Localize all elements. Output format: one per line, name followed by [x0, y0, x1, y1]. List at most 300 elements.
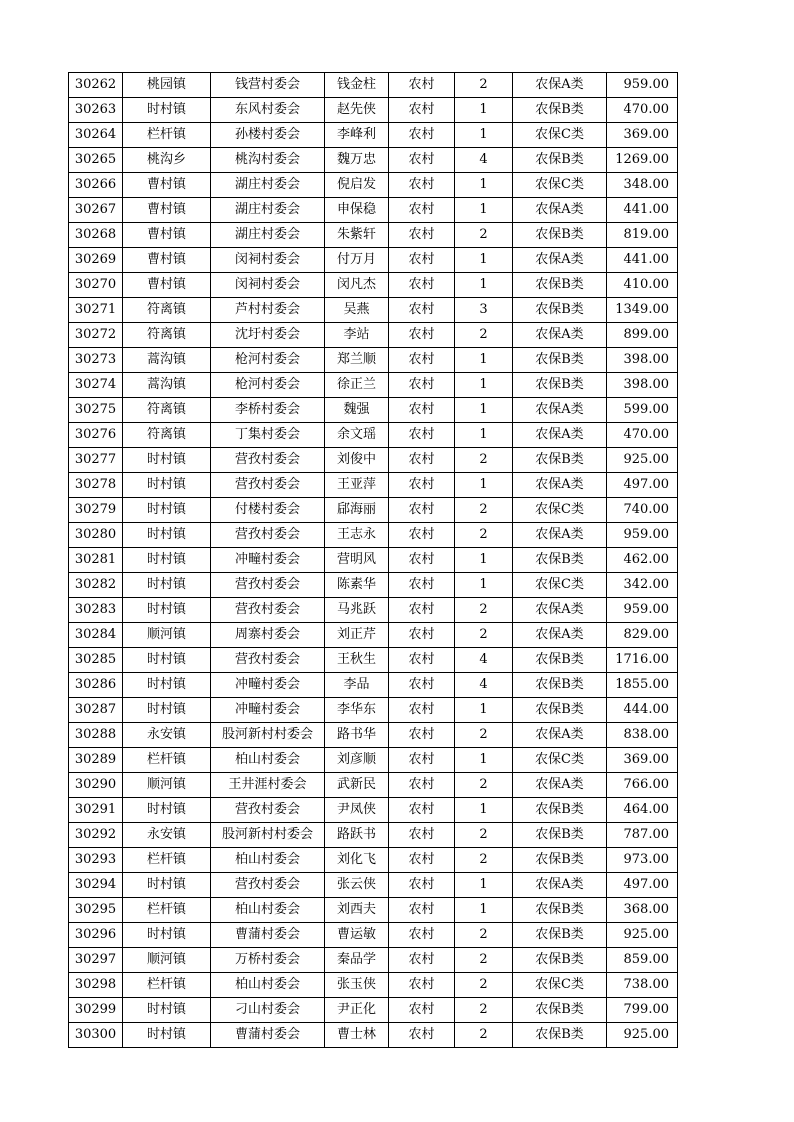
- name-cell: 李华东: [325, 698, 389, 723]
- amount-cell: 973.00: [607, 848, 678, 873]
- table-row: [69, 648, 678, 673]
- table-row: [69, 848, 678, 873]
- town-cell: 时村镇: [123, 448, 211, 473]
- name-cell: 王亚萍: [325, 473, 389, 498]
- amount-cell: 348.00: [607, 173, 678, 198]
- town-cell: 曹村镇: [123, 198, 211, 223]
- town-cell: 栏杆镇: [123, 848, 211, 873]
- count-cell: 2: [455, 823, 513, 848]
- id-cell: 30264: [69, 123, 123, 148]
- amount-cell: 959.00: [607, 598, 678, 623]
- table-row: [69, 398, 678, 423]
- category-cell: 农保B类: [513, 298, 607, 323]
- town-cell: 栏杆镇: [123, 123, 211, 148]
- amount-cell: 497.00: [607, 873, 678, 898]
- town-cell: 时村镇: [123, 698, 211, 723]
- area-cell: 农村: [389, 98, 455, 123]
- amount-cell: 1269.00: [607, 148, 678, 173]
- amount-cell: 368.00: [607, 898, 678, 923]
- name-cell: 郈海丽: [325, 498, 389, 523]
- amount-cell: 799.00: [607, 998, 678, 1023]
- name-cell: 尹凤侠: [325, 798, 389, 823]
- name-cell: 曹士林: [325, 1023, 389, 1048]
- village-cell: 东风村委会: [211, 98, 325, 123]
- table-row: [69, 98, 678, 123]
- count-cell: 3: [455, 298, 513, 323]
- name-cell: 吴燕: [325, 298, 389, 323]
- id-cell: 30276: [69, 423, 123, 448]
- id-cell: 30278: [69, 473, 123, 498]
- id-cell: 30300: [69, 1023, 123, 1048]
- count-cell: 2: [455, 498, 513, 523]
- name-cell: 路跃书: [325, 823, 389, 848]
- count-cell: 1: [455, 898, 513, 923]
- area-cell: 农村: [389, 423, 455, 448]
- category-cell: 农保B类: [513, 823, 607, 848]
- id-cell: 30270: [69, 273, 123, 298]
- amount-cell: 497.00: [607, 473, 678, 498]
- area-cell: 农村: [389, 148, 455, 173]
- village-cell: 刁山村委会: [211, 998, 325, 1023]
- table-row: [69, 548, 678, 573]
- id-cell: 30273: [69, 348, 123, 373]
- town-cell: 永安镇: [123, 723, 211, 748]
- town-cell: 蒿沟镇: [123, 348, 211, 373]
- category-cell: 农保C类: [513, 498, 607, 523]
- table-row: [69, 223, 678, 248]
- name-cell: 付万月: [325, 248, 389, 273]
- area-cell: 农村: [389, 548, 455, 573]
- count-cell: 2: [455, 773, 513, 798]
- village-cell: 湖庄村委会: [211, 173, 325, 198]
- category-cell: 农保B类: [513, 998, 607, 1023]
- area-cell: 农村: [389, 598, 455, 623]
- table-row: [69, 348, 678, 373]
- village-cell: 丁集村委会: [211, 423, 325, 448]
- id-cell: 30263: [69, 98, 123, 123]
- amount-cell: 441.00: [607, 198, 678, 223]
- area-cell: 农村: [389, 823, 455, 848]
- id-cell: 30284: [69, 623, 123, 648]
- village-cell: 营孜村委会: [211, 598, 325, 623]
- category-cell: 农保A类: [513, 423, 607, 448]
- name-cell: 刘彦顺: [325, 748, 389, 773]
- name-cell: 魏万忠: [325, 148, 389, 173]
- count-cell: 2: [455, 598, 513, 623]
- town-cell: 符离镇: [123, 398, 211, 423]
- village-cell: 芦村村委会: [211, 298, 325, 323]
- count-cell: 1: [455, 173, 513, 198]
- area-cell: 农村: [389, 248, 455, 273]
- town-cell: 符离镇: [123, 298, 211, 323]
- category-cell: 农保A类: [513, 73, 607, 98]
- id-cell: 30293: [69, 848, 123, 873]
- name-cell: 李峰利: [325, 123, 389, 148]
- category-cell: 农保B类: [513, 673, 607, 698]
- name-cell: 郑兰顺: [325, 348, 389, 373]
- table-row: [69, 798, 678, 823]
- category-cell: 农保B类: [513, 923, 607, 948]
- count-cell: 1: [455, 698, 513, 723]
- name-cell: 钱金柱: [325, 73, 389, 98]
- name-cell: 王志永: [325, 523, 389, 548]
- id-cell: 30282: [69, 573, 123, 598]
- village-cell: 闵祠村委会: [211, 273, 325, 298]
- area-cell: 农村: [389, 473, 455, 498]
- category-cell: 农保B类: [513, 223, 607, 248]
- count-cell: 4: [455, 648, 513, 673]
- category-cell: 农保B类: [513, 148, 607, 173]
- area-cell: 农村: [389, 873, 455, 898]
- id-cell: 30275: [69, 398, 123, 423]
- category-cell: 农保A类: [513, 598, 607, 623]
- id-cell: 30291: [69, 798, 123, 823]
- table-row: [69, 323, 678, 348]
- area-cell: 农村: [389, 123, 455, 148]
- area-cell: 农村: [389, 798, 455, 823]
- id-cell: 30292: [69, 823, 123, 848]
- table-row: [69, 423, 678, 448]
- category-cell: 农保A类: [513, 623, 607, 648]
- town-cell: 时村镇: [123, 923, 211, 948]
- amount-cell: 925.00: [607, 1023, 678, 1048]
- count-cell: 2: [455, 223, 513, 248]
- table-row: [69, 948, 678, 973]
- table-row: [69, 248, 678, 273]
- town-cell: 时村镇: [123, 873, 211, 898]
- id-cell: 30295: [69, 898, 123, 923]
- amount-cell: 787.00: [607, 823, 678, 848]
- name-cell: 路书华: [325, 723, 389, 748]
- table-row: [69, 923, 678, 948]
- name-cell: 刘俊中: [325, 448, 389, 473]
- name-cell: 赵先侠: [325, 98, 389, 123]
- town-cell: 时村镇: [123, 598, 211, 623]
- category-cell: 农保B类: [513, 448, 607, 473]
- table-row: [69, 473, 678, 498]
- town-cell: 顺河镇: [123, 623, 211, 648]
- village-cell: 曹蒲村委会: [211, 923, 325, 948]
- amount-cell: 819.00: [607, 223, 678, 248]
- amount-cell: 398.00: [607, 373, 678, 398]
- town-cell: 曹村镇: [123, 273, 211, 298]
- village-cell: 营孜村委会: [211, 648, 325, 673]
- town-cell: 曹村镇: [123, 248, 211, 273]
- table-row: [69, 448, 678, 473]
- table-row: [69, 698, 678, 723]
- amount-cell: 369.00: [607, 123, 678, 148]
- village-cell: 营孜村委会: [211, 573, 325, 598]
- amount-cell: 410.00: [607, 273, 678, 298]
- id-cell: 30289: [69, 748, 123, 773]
- area-cell: 农村: [389, 948, 455, 973]
- amount-cell: 599.00: [607, 398, 678, 423]
- town-cell: 栏杆镇: [123, 898, 211, 923]
- count-cell: 2: [455, 848, 513, 873]
- area-cell: 农村: [389, 998, 455, 1023]
- count-cell: 2: [455, 998, 513, 1023]
- area-cell: 农村: [389, 573, 455, 598]
- category-cell: 农保A类: [513, 248, 607, 273]
- count-cell: 1: [455, 473, 513, 498]
- count-cell: 1: [455, 748, 513, 773]
- category-cell: 农保B类: [513, 848, 607, 873]
- village-cell: 柏山村委会: [211, 748, 325, 773]
- amount-cell: 444.00: [607, 698, 678, 723]
- id-cell: 30267: [69, 198, 123, 223]
- category-cell: 农保B类: [513, 273, 607, 298]
- village-cell: 柏山村委会: [211, 973, 325, 998]
- name-cell: 刘正芹: [325, 623, 389, 648]
- table-row: [69, 273, 678, 298]
- category-cell: 农保B类: [513, 348, 607, 373]
- count-cell: 1: [455, 423, 513, 448]
- category-cell: 农保B类: [513, 698, 607, 723]
- town-cell: 时村镇: [123, 573, 211, 598]
- name-cell: 曹运敏: [325, 923, 389, 948]
- id-cell: 30297: [69, 948, 123, 973]
- village-cell: 枪河村委会: [211, 348, 325, 373]
- amount-cell: 470.00: [607, 423, 678, 448]
- category-cell: 农保C类: [513, 173, 607, 198]
- table-row: [69, 773, 678, 798]
- category-cell: 农保C类: [513, 123, 607, 148]
- area-cell: 农村: [389, 498, 455, 523]
- count-cell: 1: [455, 548, 513, 573]
- amount-cell: 959.00: [607, 523, 678, 548]
- count-cell: 4: [455, 148, 513, 173]
- area-cell: 农村: [389, 773, 455, 798]
- id-cell: 30281: [69, 548, 123, 573]
- village-cell: 万桥村委会: [211, 948, 325, 973]
- area-cell: 农村: [389, 848, 455, 873]
- name-cell: 尹正化: [325, 998, 389, 1023]
- area-cell: 农村: [389, 398, 455, 423]
- amount-cell: 1716.00: [607, 648, 678, 673]
- amount-cell: 464.00: [607, 798, 678, 823]
- table-row: [69, 198, 678, 223]
- amount-cell: 738.00: [607, 973, 678, 998]
- village-cell: 柏山村委会: [211, 848, 325, 873]
- count-cell: 2: [455, 323, 513, 348]
- name-cell: 魏强: [325, 398, 389, 423]
- count-cell: 1: [455, 98, 513, 123]
- area-cell: 农村: [389, 1023, 455, 1048]
- amount-cell: 959.00: [607, 73, 678, 98]
- count-cell: 1: [455, 198, 513, 223]
- name-cell: 朱紫轩: [325, 223, 389, 248]
- village-cell: 闵祠村委会: [211, 248, 325, 273]
- category-cell: 农保B类: [513, 373, 607, 398]
- id-cell: 30268: [69, 223, 123, 248]
- category-cell: 农保B类: [513, 1023, 607, 1048]
- table-row: [69, 873, 678, 898]
- area-cell: 农村: [389, 273, 455, 298]
- village-cell: 营孜村委会: [211, 448, 325, 473]
- table-row: [69, 973, 678, 998]
- name-cell: 营明风: [325, 548, 389, 573]
- village-cell: 王井涯村委会: [211, 773, 325, 798]
- name-cell: 李品: [325, 673, 389, 698]
- id-cell: 30283: [69, 598, 123, 623]
- id-cell: 30272: [69, 323, 123, 348]
- table-row: [69, 1023, 678, 1048]
- count-cell: 1: [455, 798, 513, 823]
- category-cell: 农保B类: [513, 948, 607, 973]
- id-cell: 30285: [69, 648, 123, 673]
- amount-cell: 1349.00: [607, 298, 678, 323]
- amount-cell: 369.00: [607, 748, 678, 773]
- village-cell: 冲疃村委会: [211, 698, 325, 723]
- amount-cell: 470.00: [607, 98, 678, 123]
- area-cell: 农村: [389, 698, 455, 723]
- category-cell: 农保A类: [513, 523, 607, 548]
- table-row: [69, 823, 678, 848]
- area-cell: 农村: [389, 973, 455, 998]
- count-cell: 2: [455, 523, 513, 548]
- table-row: [69, 998, 678, 1023]
- area-cell: 农村: [389, 73, 455, 98]
- area-cell: 农村: [389, 448, 455, 473]
- town-cell: 时村镇: [123, 798, 211, 823]
- village-cell: 营孜村委会: [211, 798, 325, 823]
- count-cell: 1: [455, 248, 513, 273]
- table-row: [69, 723, 678, 748]
- id-cell: 30279: [69, 498, 123, 523]
- village-cell: 营孜村委会: [211, 873, 325, 898]
- name-cell: 王秋生: [325, 648, 389, 673]
- area-cell: 农村: [389, 723, 455, 748]
- id-cell: 30288: [69, 723, 123, 748]
- category-cell: 农保C类: [513, 973, 607, 998]
- category-cell: 农保B类: [513, 798, 607, 823]
- village-cell: 曹蒲村委会: [211, 1023, 325, 1048]
- village-cell: 桃沟村委会: [211, 148, 325, 173]
- village-cell: 钱营村委会: [211, 73, 325, 98]
- count-cell: 2: [455, 973, 513, 998]
- table-row: [69, 598, 678, 623]
- area-cell: 农村: [389, 373, 455, 398]
- amount-cell: 899.00: [607, 323, 678, 348]
- table-row: [69, 123, 678, 148]
- village-cell: 李桥村委会: [211, 398, 325, 423]
- area-cell: 农村: [389, 323, 455, 348]
- area-cell: 农村: [389, 298, 455, 323]
- town-cell: 桃园镇: [123, 73, 211, 98]
- town-cell: 时村镇: [123, 523, 211, 548]
- village-cell: 柏山村委会: [211, 898, 325, 923]
- amount-cell: 398.00: [607, 348, 678, 373]
- category-cell: 农保B类: [513, 98, 607, 123]
- village-cell: 沈圩村委会: [211, 323, 325, 348]
- area-cell: 农村: [389, 198, 455, 223]
- id-cell: 30296: [69, 923, 123, 948]
- id-cell: 30265: [69, 148, 123, 173]
- category-cell: 农保B类: [513, 898, 607, 923]
- count-cell: 4: [455, 673, 513, 698]
- count-cell: 2: [455, 1023, 513, 1048]
- id-cell: 30298: [69, 973, 123, 998]
- name-cell: 闵凡杰: [325, 273, 389, 298]
- table-row: [69, 673, 678, 698]
- amount-cell: 829.00: [607, 623, 678, 648]
- count-cell: 1: [455, 123, 513, 148]
- town-cell: 时村镇: [123, 998, 211, 1023]
- name-cell: 张玉侠: [325, 973, 389, 998]
- town-cell: 栏杆镇: [123, 973, 211, 998]
- amount-cell: 838.00: [607, 723, 678, 748]
- town-cell: 顺河镇: [123, 773, 211, 798]
- town-cell: 时村镇: [123, 648, 211, 673]
- town-cell: 栏杆镇: [123, 748, 211, 773]
- name-cell: 刘西夫: [325, 898, 389, 923]
- name-cell: 马兆跃: [325, 598, 389, 623]
- id-cell: 30287: [69, 698, 123, 723]
- village-cell: 冲疃村委会: [211, 548, 325, 573]
- village-cell: 付楼村委会: [211, 498, 325, 523]
- town-cell: 时村镇: [123, 673, 211, 698]
- count-cell: 1: [455, 398, 513, 423]
- town-cell: 时村镇: [123, 548, 211, 573]
- name-cell: 申保稳: [325, 198, 389, 223]
- village-cell: 湖庄村委会: [211, 198, 325, 223]
- town-cell: 时村镇: [123, 1023, 211, 1048]
- town-cell: 顺河镇: [123, 948, 211, 973]
- id-cell: 30286: [69, 673, 123, 698]
- village-cell: 冲疃村委会: [211, 673, 325, 698]
- table-row: [69, 748, 678, 773]
- table-row: [69, 523, 678, 548]
- town-cell: 曹村镇: [123, 173, 211, 198]
- village-cell: 周寨村委会: [211, 623, 325, 648]
- table-row: [69, 623, 678, 648]
- name-cell: 秦品学: [325, 948, 389, 973]
- town-cell: 曹村镇: [123, 223, 211, 248]
- name-cell: 刘化飞: [325, 848, 389, 873]
- data-table: [68, 72, 678, 1048]
- count-cell: 1: [455, 348, 513, 373]
- amount-cell: 462.00: [607, 548, 678, 573]
- table-row: [69, 148, 678, 173]
- category-cell: 农保B类: [513, 548, 607, 573]
- town-cell: 符离镇: [123, 323, 211, 348]
- name-cell: 武新民: [325, 773, 389, 798]
- table-row: [69, 373, 678, 398]
- town-cell: 时村镇: [123, 498, 211, 523]
- category-cell: 农保A类: [513, 773, 607, 798]
- area-cell: 农村: [389, 348, 455, 373]
- name-cell: 陈素华: [325, 573, 389, 598]
- name-cell: 倪启发: [325, 173, 389, 198]
- village-cell: 枪河村委会: [211, 373, 325, 398]
- area-cell: 农村: [389, 523, 455, 548]
- id-cell: 30271: [69, 298, 123, 323]
- count-cell: 2: [455, 923, 513, 948]
- count-cell: 1: [455, 573, 513, 598]
- area-cell: 农村: [389, 898, 455, 923]
- area-cell: 农村: [389, 673, 455, 698]
- table-row: [69, 73, 678, 98]
- village-cell: 营孜村委会: [211, 523, 325, 548]
- name-cell: 徐正兰: [325, 373, 389, 398]
- area-cell: 农村: [389, 223, 455, 248]
- village-cell: 股河新村村委会: [211, 823, 325, 848]
- count-cell: 2: [455, 448, 513, 473]
- village-cell: 孙楼村委会: [211, 123, 325, 148]
- id-cell: 30299: [69, 998, 123, 1023]
- category-cell: 农保A类: [513, 398, 607, 423]
- area-cell: 农村: [389, 648, 455, 673]
